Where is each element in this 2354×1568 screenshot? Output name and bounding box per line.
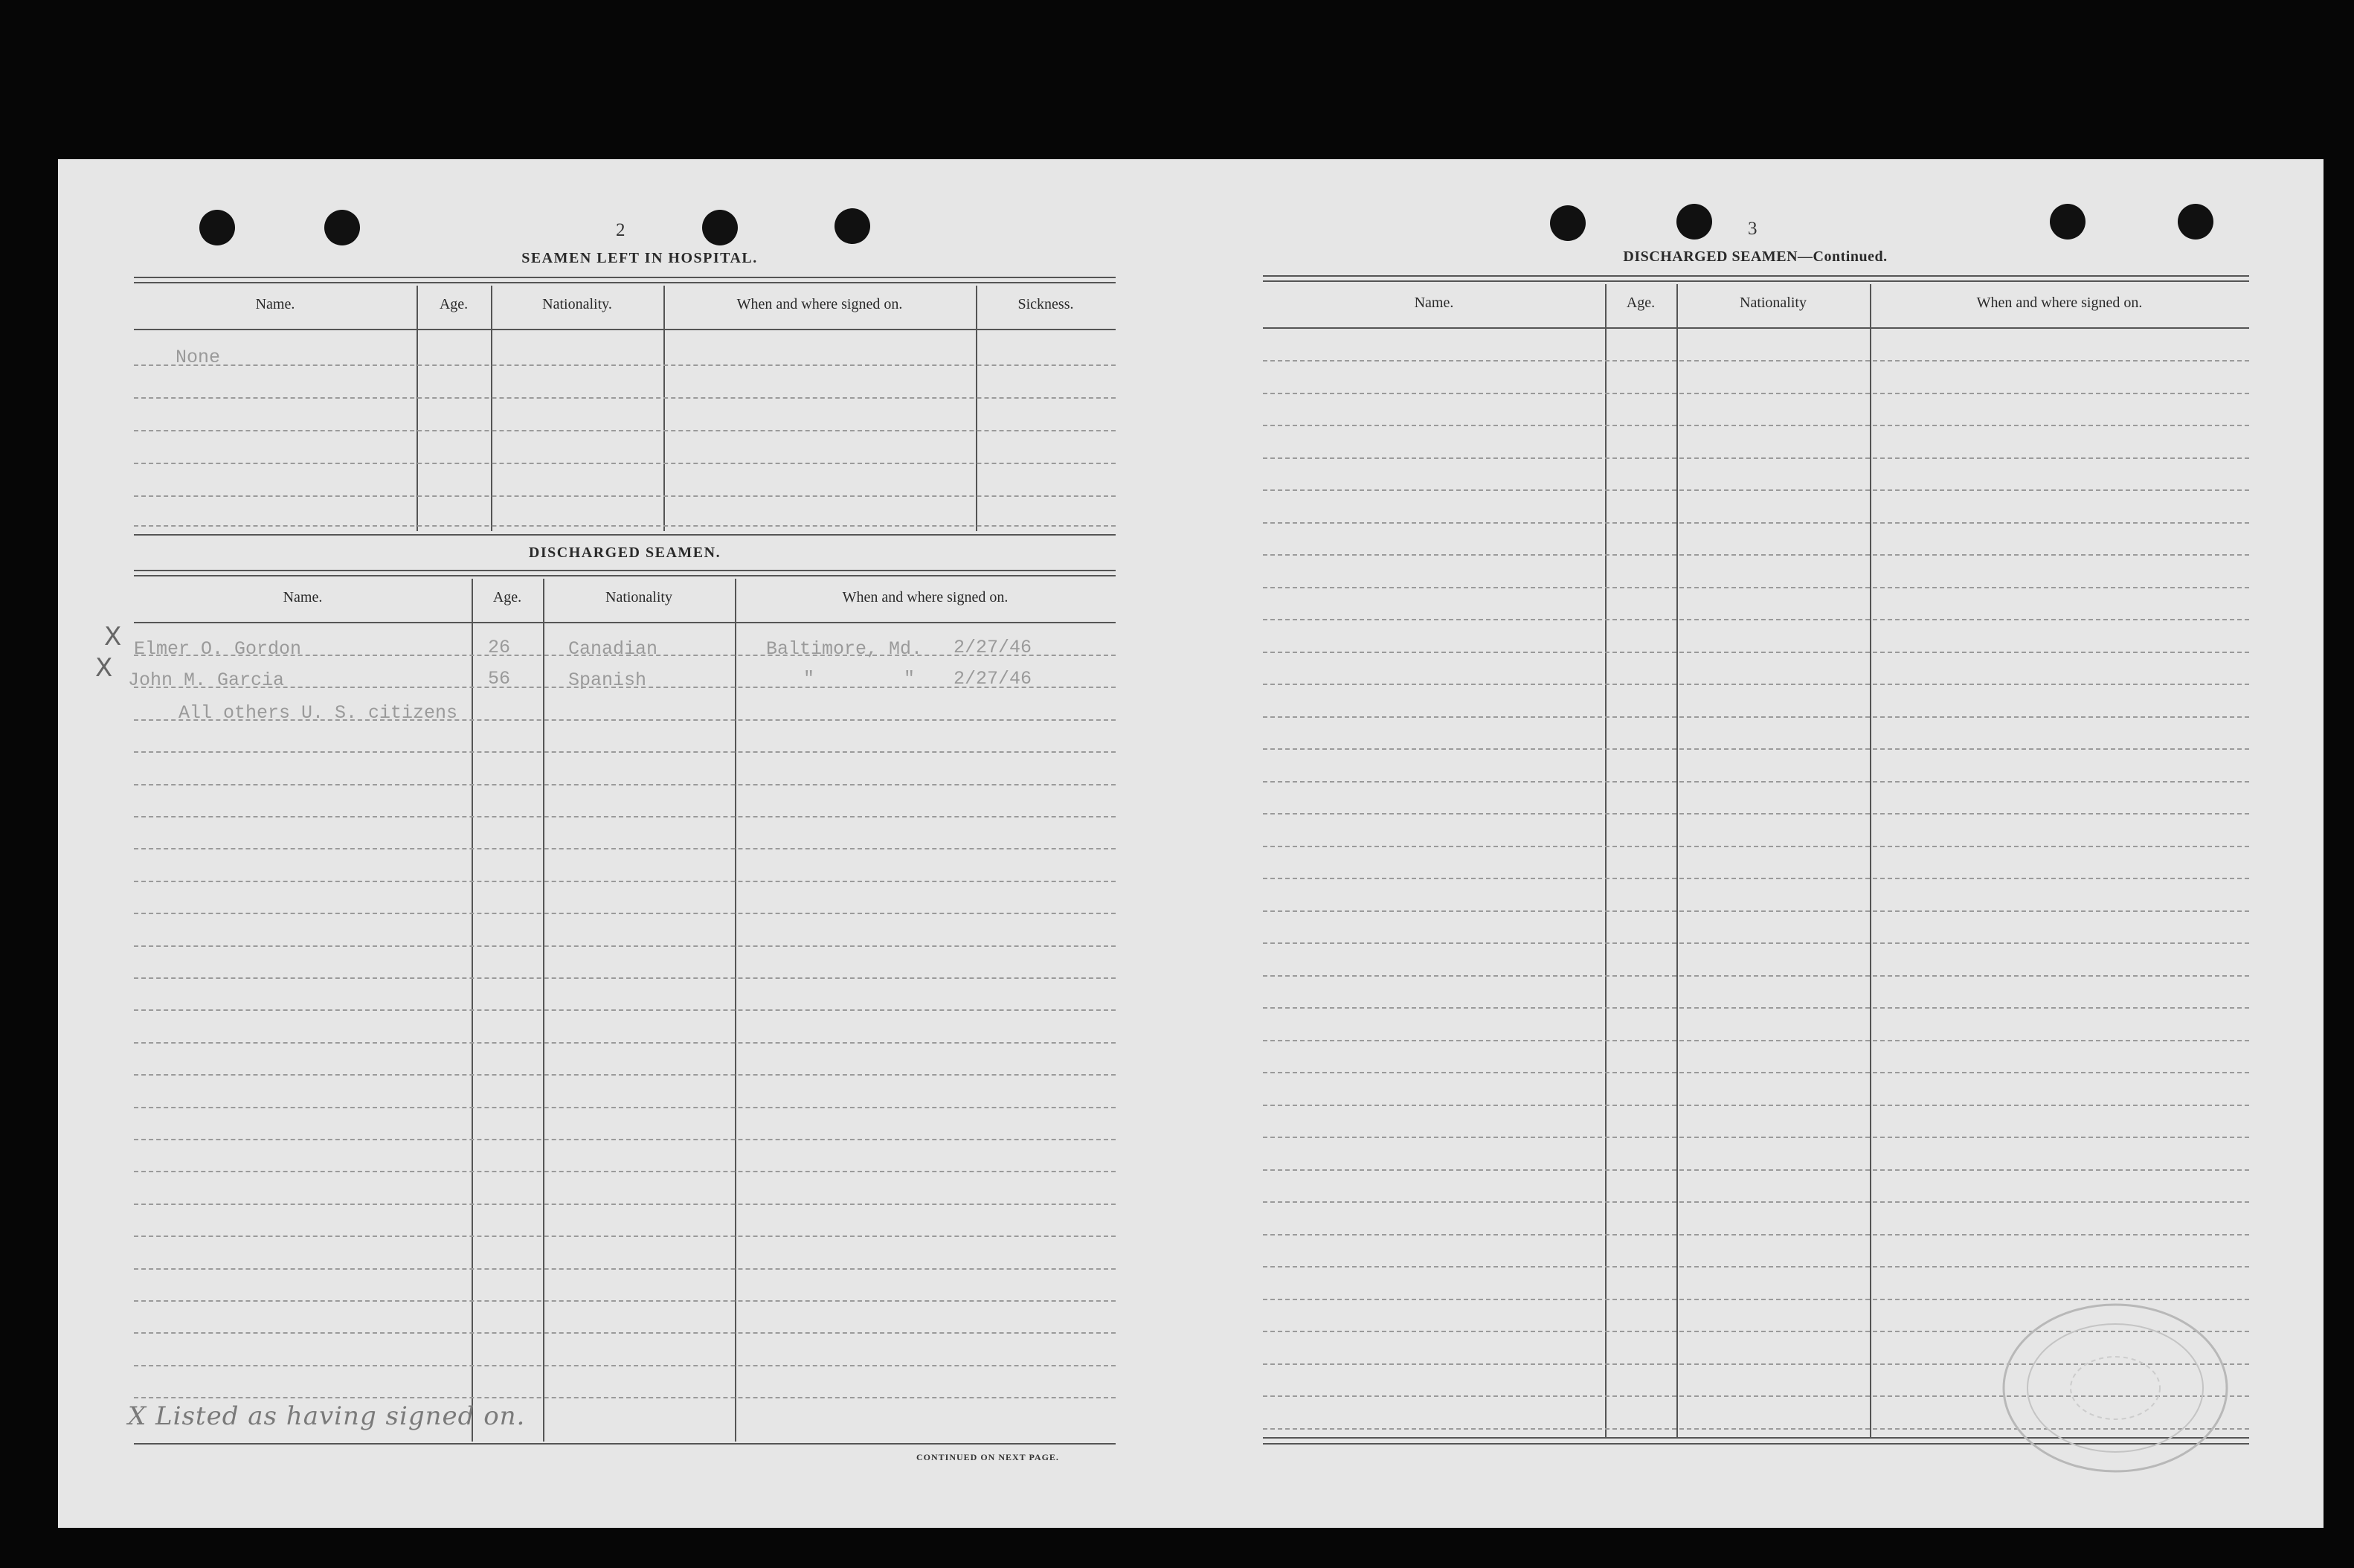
discharged-nationality: Canadian bbox=[568, 638, 658, 660]
hospital-entry-name: None bbox=[176, 347, 221, 368]
column-divider bbox=[417, 286, 418, 531]
ruled-line bbox=[134, 1236, 1116, 1237]
discharged-place: " " bbox=[803, 668, 916, 690]
seal-stamp bbox=[1996, 1299, 2234, 1477]
header-rule bbox=[1263, 327, 2249, 329]
discharged-place: Baltimore, Md. bbox=[766, 638, 923, 660]
right-top-rule bbox=[1263, 275, 2249, 277]
ruled-line bbox=[1263, 813, 2249, 814]
ruled-line bbox=[134, 1139, 1116, 1140]
ruled-line bbox=[1263, 489, 2249, 491]
ruled-line bbox=[1263, 1169, 2249, 1171]
ruled-line bbox=[134, 430, 1116, 431]
bottom-rule bbox=[134, 1443, 1116, 1445]
ruled-line bbox=[1263, 457, 2249, 459]
ruled-line bbox=[1263, 425, 2249, 426]
ruled-line bbox=[1263, 1105, 2249, 1106]
ruled-line bbox=[1263, 1072, 2249, 1073]
hospital-section-title: SEAMEN LEFT IN HOSPITAL. bbox=[521, 250, 758, 266]
col-header-name: Name. bbox=[283, 589, 323, 605]
discharged-continued-title: DISCHARGED SEAMEN—Continued. bbox=[1623, 248, 1888, 265]
col-header-signed-on: When and where signed on. bbox=[1976, 295, 2143, 311]
page-number: 3 bbox=[1748, 219, 1758, 239]
discharged-note: All others U. S. citizens bbox=[179, 702, 458, 724]
ruled-line bbox=[1263, 522, 2249, 524]
col-header-nationality: Nationality bbox=[1740, 295, 1807, 311]
ruled-line bbox=[134, 1107, 1116, 1108]
punch-hole bbox=[1676, 204, 1712, 240]
col-header-age: Age. bbox=[492, 589, 522, 605]
ruled-line bbox=[134, 784, 1116, 785]
ruled-line bbox=[134, 397, 1116, 399]
ruled-line bbox=[1263, 748, 2249, 750]
punch-hole bbox=[1550, 205, 1586, 241]
ruled-line bbox=[134, 1042, 1116, 1044]
discharged-date: 2/27/46 bbox=[954, 668, 1032, 690]
ruled-line bbox=[134, 913, 1116, 914]
punch-hole bbox=[2178, 204, 2213, 240]
ruled-line bbox=[134, 1365, 1116, 1366]
ruled-line bbox=[1263, 587, 2249, 588]
hospital-top-rule bbox=[134, 277, 1116, 278]
col-header-signed-on: When and where signed on. bbox=[842, 589, 1009, 605]
col-header-age: Age. bbox=[439, 296, 469, 312]
col-header-signed-on: When and where signed on. bbox=[736, 296, 903, 312]
check-x-mark: X bbox=[104, 622, 122, 652]
discharged-nationality: Spanish bbox=[568, 669, 647, 691]
ruled-line bbox=[134, 495, 1116, 497]
ruled-line bbox=[134, 1268, 1116, 1270]
discharged-date: 2/27/46 bbox=[954, 637, 1032, 658]
ruled-line bbox=[1263, 1007, 2249, 1009]
punch-hole bbox=[702, 210, 738, 245]
discharged-section-title: DISCHARGED SEAMEN. bbox=[528, 544, 721, 561]
ruled-line bbox=[134, 977, 1116, 979]
col-header-sickness: Sickness. bbox=[1017, 296, 1074, 312]
column-divider bbox=[976, 286, 977, 531]
ruled-line bbox=[134, 881, 1116, 882]
header-rule bbox=[134, 329, 1116, 330]
col-header-age: Age. bbox=[1626, 295, 1656, 311]
ruled-line bbox=[134, 463, 1116, 464]
ruled-line bbox=[134, 364, 1116, 366]
ruled-line bbox=[1263, 1137, 2249, 1138]
punch-hole bbox=[199, 210, 235, 245]
ruled-line bbox=[134, 1009, 1116, 1011]
discharged-age: 26 bbox=[488, 637, 511, 658]
col-header-name: Name. bbox=[1414, 295, 1454, 311]
col-header-name: Name. bbox=[255, 296, 295, 312]
continued-footer: CONTINUED ON NEXT PAGE. bbox=[916, 1452, 1059, 1462]
ruled-line bbox=[134, 525, 1116, 527]
ruled-line bbox=[1263, 1234, 2249, 1236]
ruled-line bbox=[1263, 360, 2249, 362]
ruled-line bbox=[1263, 1201, 2249, 1203]
column-divider bbox=[491, 286, 492, 531]
ruled-line bbox=[1263, 619, 2249, 620]
ruled-line bbox=[1263, 652, 2249, 653]
ruled-line bbox=[134, 1171, 1116, 1172]
discharged-top-rule bbox=[134, 575, 1116, 576]
header-rule bbox=[134, 622, 1116, 623]
page-number: 2 bbox=[616, 220, 626, 240]
ruled-line bbox=[1263, 554, 2249, 556]
ruled-line bbox=[1263, 716, 2249, 718]
ruled-line bbox=[134, 751, 1116, 753]
ruled-line bbox=[1263, 910, 2249, 912]
discharged-top-rule bbox=[134, 570, 1116, 571]
punch-hole bbox=[2050, 204, 2086, 240]
ruled-line bbox=[134, 1397, 1116, 1398]
ruled-line bbox=[1263, 781, 2249, 783]
ruled-line bbox=[1263, 1040, 2249, 1041]
ruled-line bbox=[1263, 975, 2249, 977]
ruled-line bbox=[134, 848, 1116, 849]
ruled-line bbox=[134, 1332, 1116, 1334]
ruled-line bbox=[1263, 846, 2249, 847]
handwritten-note: X Listed as having signed on. bbox=[128, 1401, 526, 1431]
check-x-mark: X bbox=[95, 653, 113, 683]
discharged-name: John M. Garcia bbox=[128, 669, 285, 691]
ruled-line bbox=[134, 816, 1116, 817]
ruled-line bbox=[134, 1204, 1116, 1205]
col-header-nationality: Nationality. bbox=[542, 296, 612, 312]
col-header-nationality: Nationality bbox=[605, 589, 672, 605]
discharged-name: Elmer O. Gordon bbox=[134, 638, 302, 660]
ruled-line bbox=[1263, 942, 2249, 944]
punch-hole bbox=[324, 210, 360, 245]
section-rule bbox=[134, 534, 1116, 536]
column-divider bbox=[663, 286, 665, 531]
hospital-top-rule bbox=[134, 282, 1116, 283]
discharged-age: 56 bbox=[488, 668, 511, 690]
ruled-line bbox=[134, 1300, 1116, 1302]
punch-hole bbox=[834, 208, 870, 244]
ruled-line bbox=[1263, 684, 2249, 685]
right-top-rule bbox=[1263, 280, 2249, 282]
ruled-line bbox=[134, 945, 1116, 947]
ruled-line bbox=[1263, 878, 2249, 879]
ruled-line bbox=[134, 1074, 1116, 1076]
ruled-line bbox=[1263, 1266, 2249, 1267]
ruled-line bbox=[1263, 393, 2249, 394]
